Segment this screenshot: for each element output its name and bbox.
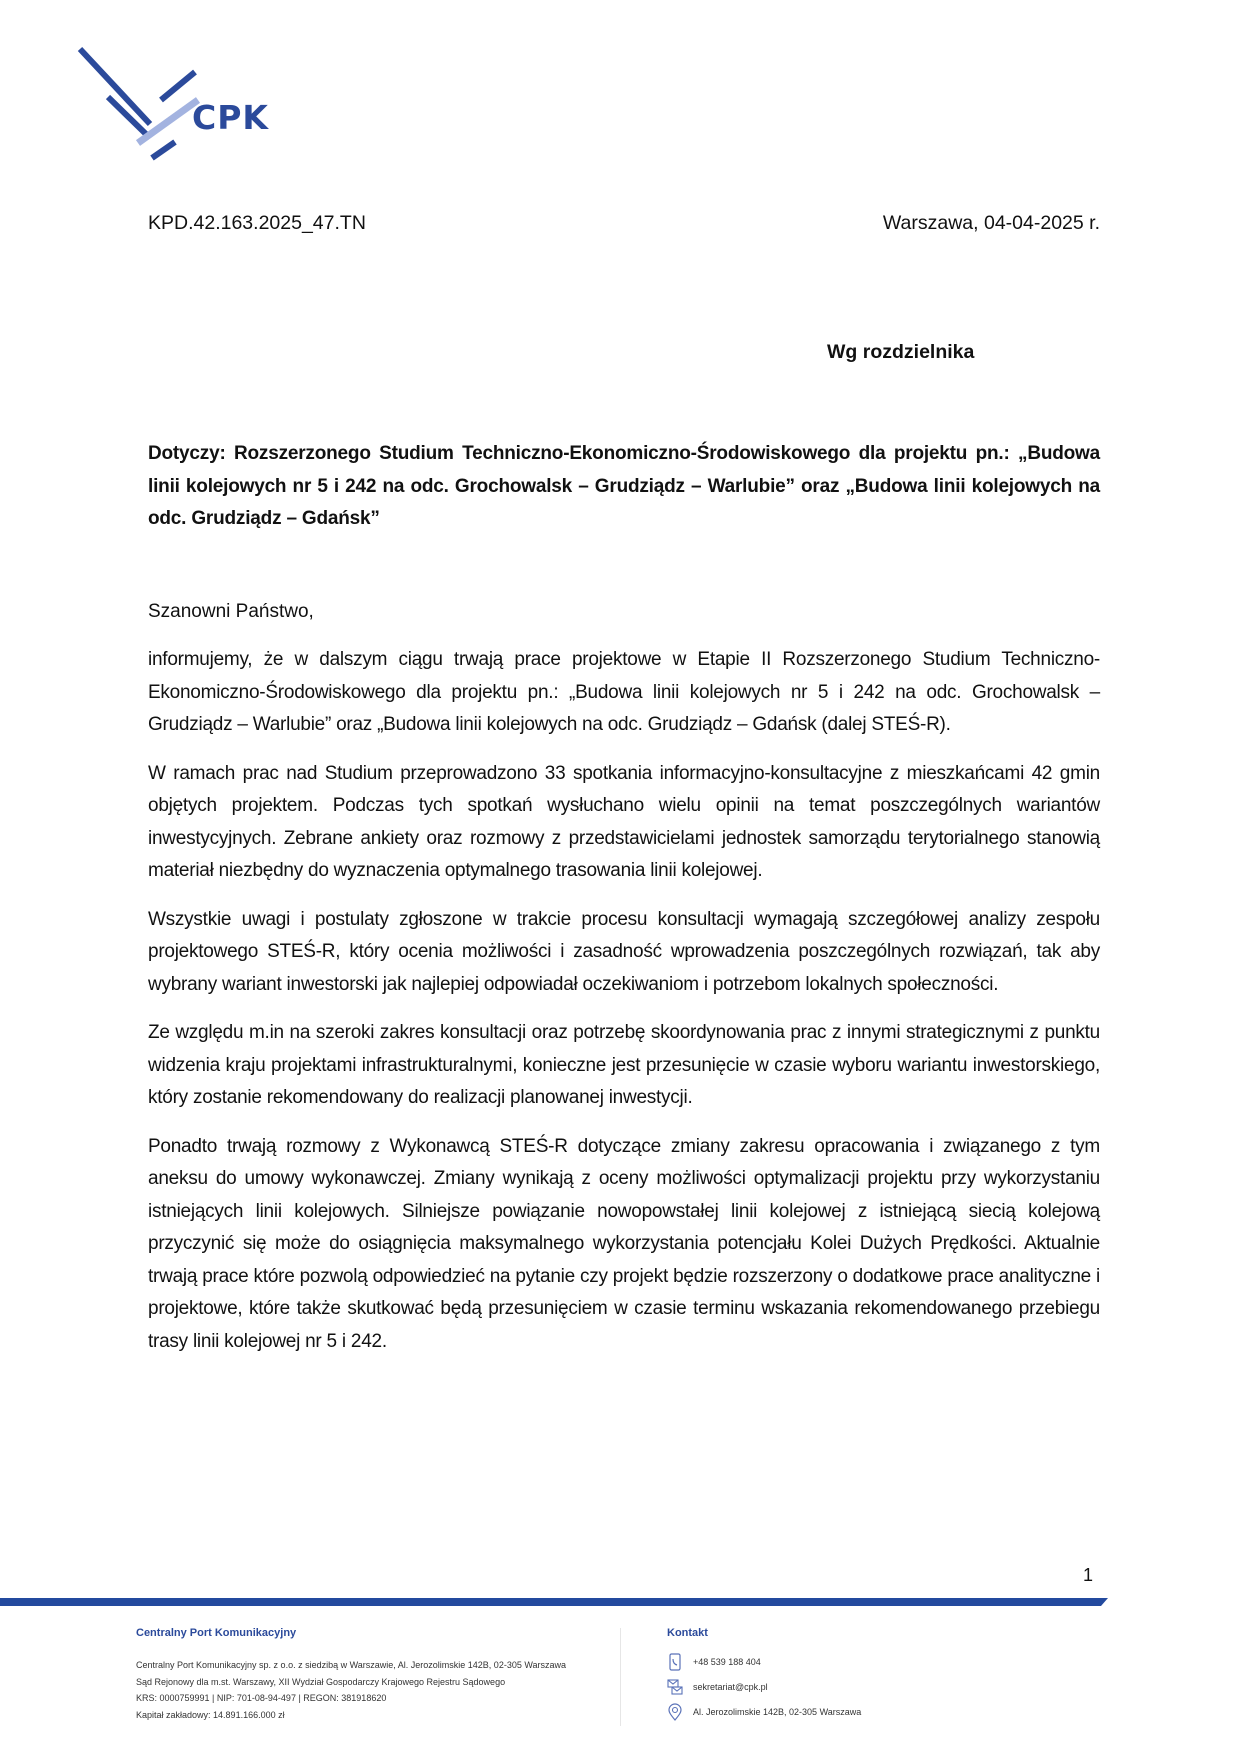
- footer-company-info: [136, 1625, 606, 1723]
- paragraph: Wszystkie uwagi i postulaty zgłoszone w trakcie procesu konsultacji wymagają szczegółowej analizy zespołu projektowego STEŚ-R, który ocenia możliwości i zasadność wprowadzenia poszczególnych rozwiązań, tak aby wybrany wariant inwestorski jak najlepiej odpowiadał oczekiwaniom i potrzebom lokalnych społeczności.: [148, 908, 1100, 995]
- paragraph: Ponadto trwają rozmowy z Wykonawcą STEŚ-R dotyczące zmiany zakresu opracowania i związanego z tym aneksu do umowy wykonawczej. Zmiany wynikają z oceny możliwości optymalizacji projektu przy wykorzystaniu istniejących linii kolejowych. Silniejsze powiązanie nowopowstałej linii kolejowej z istniejącą siecią kolejową przyczynić się może do osiągnięcia maksymalnego wykorzystania potencjału Kolei Dużych Prędkości. Aktualnie trwają prace które pozwolą odpowiedzieć na pytanie czy projekt będzie rozszerzony o dodatkowe prace analityczne i projektowe, które także skutkować będą przesunięciem w czasie terminu wskazania rekomendowanego przebiegu trasy linii kolejowej nr 5 i 242.: [148, 1135, 1100, 1352]
- cpk-logo: [70, 40, 290, 170]
- page-number: 1: [1083, 1565, 1094, 1585]
- email-icon: [667, 1678, 683, 1696]
- salutation: Szanowni Państwo,: [148, 600, 314, 622]
- letter-body: [148, 438, 1100, 1358]
- contact-email: [667, 1674, 1087, 1699]
- paragraph: W ramach prac nad Studium przeprowadzono 33 spotkania informacyjno-konsultacyjne z mieszkańcami 42 gmin objętych projektem. Podczas tych spotkań wysłuchano wielu opinii na temat poszczególnych wariantów inwestycyjnych. Zebrane ankiety oraz rozmowy z przedstawicielami jednostek samorządu terytorialnego stanowią materiał niezbędny do wyznaczenia optymalnego trasowania linii kolejowej.: [148, 762, 1100, 881]
- location-pin-icon: [667, 1703, 683, 1721]
- contact-address: [667, 1699, 1087, 1724]
- footer-company-line: Kapitał zakładowy: 14.891.166.000 zł: [136, 1709, 285, 1720]
- place-and-date: Warszawa, 04-04-2025 r.: [882, 212, 1100, 234]
- footer-company-title: Centralny Port Komunikacyjny: [136, 1627, 297, 1639]
- paragraph: informujemy, że w dalszym ciągu trwają prace projektowe w Etapie II Rozszerzonego Studium Techniczno-Ekonomiczno-Środowiskowego dla projektu pn.: „Budowa linii kolejowych nr 5 i 242 na odc. Grochowalsk – Grudziądz – Warlubie” oraz „Budowa linii kolejowych na odc. Grudziądz – Gdańsk (dalej STEŚ-R).: [148, 649, 1100, 735]
- contact-phone-text[interactable]: +48 539 188 404: [693, 1656, 761, 1667]
- contact-phone: [667, 1649, 1087, 1674]
- footer-company-line: Sąd Rejonowy dla m.st. Warszawy, XII Wydział Gospodarczy Krajowego Rejestru Sądowego: [136, 1676, 506, 1687]
- footer-divider-bar: [0, 1598, 1110, 1606]
- letter-subject: Dotyczy: Rozszerzonego Studium Techniczno-Ekonomiczno-Środowiskowego dla projektu pn.: „Budowa linii kolejowych nr 5 i 242 na odc. Grochowalsk – Grudziądz – Warlubie” oraz „Budowa linii kolejowych na odc. Grudziądz – Gdańsk”: [148, 443, 1100, 529]
- footer-contact-title: Kontakt: [667, 1627, 708, 1639]
- recipient: Wg rozdzielnika: [827, 341, 975, 363]
- footer-company-line: Centralny Port Komunikacyjny sp. z o.o. z siedzibą w Warszawie, Al. Jerozolimskie 142B, 02-305 Warszawa: [136, 1660, 567, 1670]
- footer-column-divider: [620, 1628, 621, 1726]
- logo-text: CPK: [192, 98, 269, 137]
- document-reference: KPD.42.163.2025_47.TN: [148, 212, 366, 234]
- phone-icon: [667, 1653, 683, 1671]
- paragraph: Ze względu m.in na szeroki zakres konsultacji oraz potrzebę skoordynowania prac z innymi strategicznymi z punktu widzenia kraju projektami infrastrukturalnymi, konieczne jest przesunięcie w czasie wyboru wariantu inwestorskiego, który zostanie rekomendowany do realizacji planowanej inwestycji.: [148, 1022, 1100, 1108]
- footer-company-line: KRS: 0000759991 | NIP: 701-08-94-497 | REGON: 381918620: [136, 1693, 387, 1703]
- footer-contact: [667, 1625, 1087, 1724]
- contact-address-text: Al. Jerozolimskie 142B, 02-305 Warszawa: [693, 1706, 862, 1717]
- contact-email-text[interactable]: sekretariat@cpk.pl: [693, 1681, 768, 1692]
